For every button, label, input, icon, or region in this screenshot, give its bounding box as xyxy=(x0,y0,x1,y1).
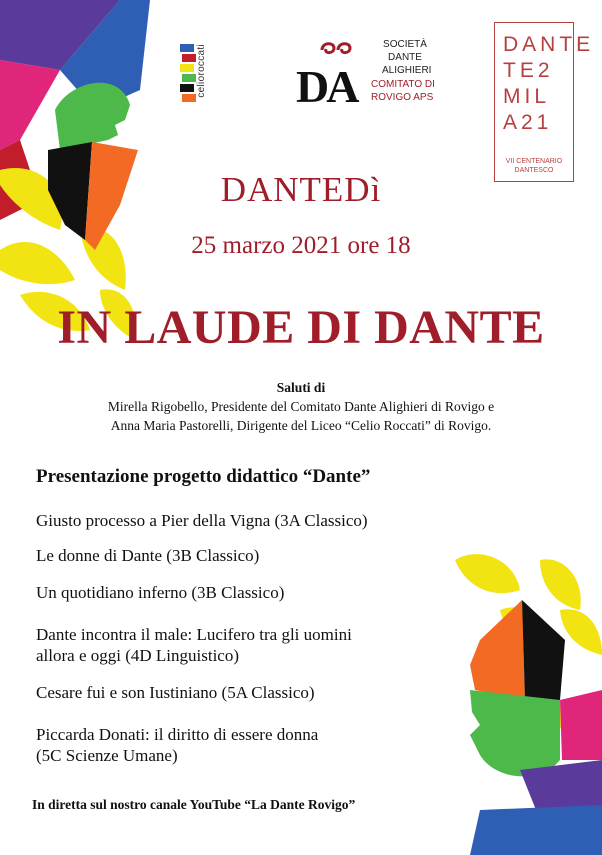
event-title: DANTEDì xyxy=(220,170,382,209)
greetings-line: Anna Maria Pastorelli, Dirigente del Liceo “Celio Roccati” di Rovigo. xyxy=(110,418,492,433)
youtube-channel-note: In diretta sul nostro canale YouTube “La Dante Rovigo” xyxy=(32,797,356,812)
program-item: Dante incontra il male: Lucifero tra gli uomini allora e oggi (4D Linguistico) xyxy=(36,625,352,665)
society-monogram: DA xyxy=(296,61,357,112)
top-left-profile xyxy=(48,83,138,250)
society-emblem-icon xyxy=(318,38,358,60)
program-item: Piccarda Donati: il diritto di essere donna (5C Scienze Umane) xyxy=(36,725,319,765)
society-committee: COMITATO DI ROVIGO APS xyxy=(371,79,435,103)
celio-logo-text: celioroccati xyxy=(196,44,207,98)
greetings-heading: Saluti di xyxy=(276,380,326,395)
greetings-line: Mirella Rigobello, Presidente del Comitato Dante Alighieri di Rovigo e xyxy=(107,399,495,414)
dante-2021-logo: DANTE TE2 MIL A21 VII CENTENARIO DANTESCO xyxy=(494,22,574,182)
event-headline: IN LAUDE DI DANTE xyxy=(57,301,545,354)
program-item: Cesare fui e son Iustiniano (5A Classico) xyxy=(36,683,315,702)
dante-alighieri-society-logo xyxy=(296,36,456,116)
bottom-right-profile xyxy=(470,600,565,776)
program-item: Le donne di Dante (3B Classico) xyxy=(36,546,260,565)
presentation-heading: Presentazione progetto didattico “Dante” xyxy=(36,466,371,487)
celio-roccati-logo xyxy=(180,40,242,106)
greetings-block xyxy=(0,378,602,435)
program-item: Giusto processo a Pier della Vigna (3A Classico) xyxy=(36,511,368,530)
event-datetime: 25 marzo 2021 ore 18 xyxy=(191,232,411,259)
society-name: SOCIETÀ DANTE ALIGHIERI xyxy=(382,39,432,76)
program-item: Un quotidiano inferno (3B Classico) xyxy=(36,583,285,602)
